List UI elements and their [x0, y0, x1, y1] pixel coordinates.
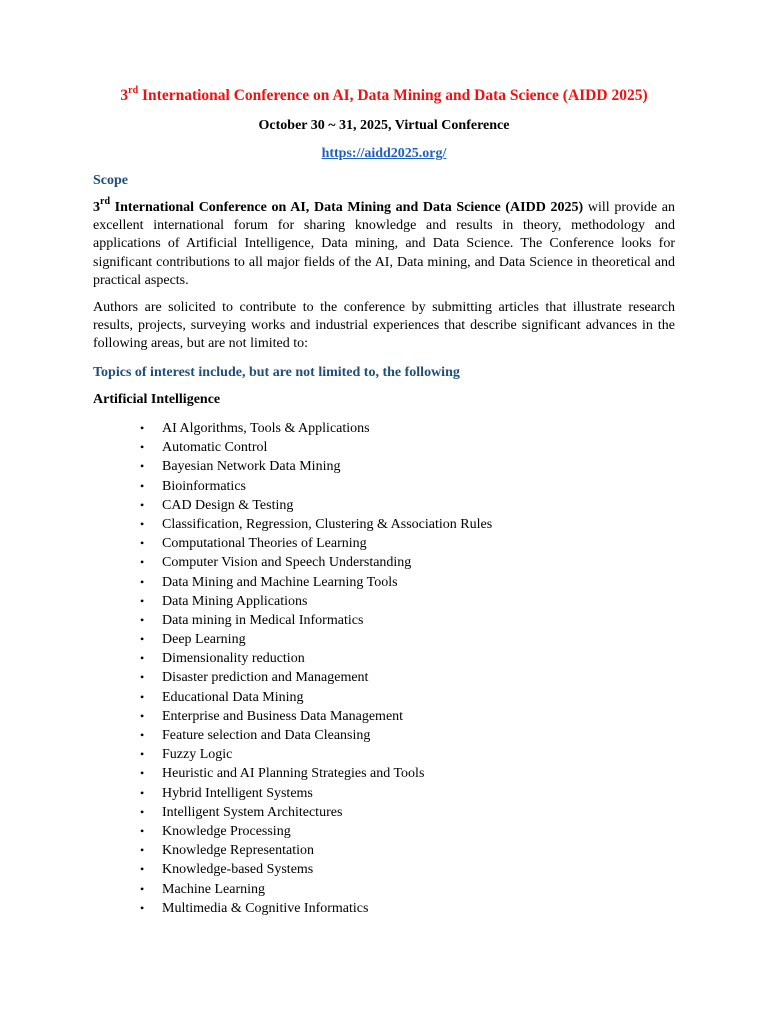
- scope-lead-ordinal: 3: [93, 200, 100, 215]
- list-item: [0, 611, 492, 630]
- conference-title: [0, 86, 768, 106]
- topic-label: Bioinformatics: [162, 478, 246, 494]
- list-item: [0, 592, 492, 611]
- topic-label: Data mining in Medical Informatics: [162, 612, 364, 628]
- bullet-icon: •: [140, 900, 145, 915]
- list-item: [0, 707, 492, 726]
- list-item: [0, 553, 492, 572]
- topics-heading: Topics of interest include, but are not limited to, the following: [93, 365, 460, 380]
- topic-label: Classification, Regression, Clustering & Association Rules: [162, 516, 493, 532]
- list-item: [0, 899, 492, 918]
- bullet-icon: •: [140, 708, 145, 723]
- bullet-icon: •: [140, 670, 145, 685]
- list-item: [0, 573, 492, 592]
- topic-label: Knowledge-based Systems: [162, 862, 314, 878]
- scope-paragraph: [93, 196, 675, 290]
- conference-dates: October 30 ~ 31, 2025, Virtual Conference: [258, 118, 510, 133]
- topic-label: Educational Data Mining: [162, 689, 304, 705]
- title-text: International Conference on AI, Data Mining and Data Science (AIDD 2025): [138, 87, 648, 104]
- topic-label: CAD Design & Testing: [162, 497, 294, 513]
- bullet-icon: •: [140, 747, 145, 762]
- list-item: [0, 534, 492, 553]
- topic-label: Heuristic and AI Planning Strategies and Tools: [162, 766, 425, 782]
- list-item: [0, 841, 492, 860]
- topic-label: Hybrid Intelligent Systems: [162, 785, 313, 801]
- bullet-icon: •: [140, 536, 145, 551]
- topic-label: Computational Theories of Learning: [162, 536, 367, 552]
- title-ordinal: 3: [120, 87, 129, 104]
- list-item: [0, 726, 492, 745]
- topic-list: [0, 419, 492, 918]
- bullet-icon: •: [140, 651, 145, 666]
- bullet-icon: •: [140, 632, 145, 647]
- topic-label: Knowledge Representation: [162, 843, 315, 859]
- bullet-icon: •: [140, 555, 145, 570]
- topic-label: Fuzzy Logic: [162, 747, 233, 763]
- list-item: [0, 649, 492, 668]
- topic-label: Computer Vision and Speech Understanding: [162, 555, 412, 571]
- bullet-icon: •: [140, 804, 145, 819]
- category-heading: Artificial Intelligence: [93, 392, 221, 407]
- topic-label: Machine Learning: [162, 881, 266, 897]
- bullet-icon: •: [140, 593, 145, 608]
- list-item: [0, 803, 492, 822]
- bullet-icon: •: [140, 421, 145, 435]
- list-item: [0, 419, 492, 438]
- bullet-icon: •: [140, 689, 145, 704]
- list-item: [0, 668, 492, 687]
- topic-label: Knowledge Processing: [162, 823, 291, 839]
- bullet-icon: •: [140, 574, 145, 589]
- list-item: [0, 688, 492, 707]
- scope-body: will provide an excellent international forum for sharing knowledge and results in theory, methodology and applications of Artificial Intelligence, Data mining, and Data Science. The Conference looks for significant contributions to all major fields of the AI, Data mining, and Data Science in theoretical and practical aspects.: [93, 200, 675, 288]
- bullet-icon: •: [140, 516, 145, 531]
- topic-label: Feature selection and Data Cleansing: [162, 728, 371, 743]
- list-item: [0, 880, 492, 899]
- topic-label: Bayesian Network Data Mining: [162, 459, 341, 475]
- scope-heading: Scope: [93, 173, 128, 188]
- topic-label: Enterprise and Business Data Management: [162, 708, 404, 724]
- scope-lead-text: International Conference on AI, Data Mining and Data Science (AIDD 2025): [110, 200, 584, 215]
- list-item: [0, 822, 492, 841]
- scope-lead-ordinal-suffix: rd: [100, 196, 110, 208]
- topic-label: AI Algorithms, Tools & Applications: [162, 421, 370, 436]
- list-item: [0, 457, 492, 476]
- bullet-icon: •: [140, 478, 145, 493]
- bullet-icon: •: [140, 497, 145, 512]
- topic-label: Data Mining and Machine Learning Tools: [162, 574, 398, 590]
- list-item: [0, 764, 492, 783]
- bullet-icon: •: [140, 843, 145, 858]
- list-item: [0, 477, 492, 496]
- topic-label: Intelligent System Architectures: [162, 804, 343, 820]
- list-item: [0, 515, 492, 534]
- topic-label: Data Mining Applications: [162, 593, 308, 609]
- topic-label: Automatic Control: [162, 440, 268, 456]
- bullet-icon: •: [140, 612, 145, 627]
- bullet-icon: •: [140, 728, 145, 742]
- list-item: [0, 630, 492, 649]
- topic-label: Dimensionality reduction: [162, 651, 305, 667]
- topic-label: Multimedia & Cognitive Informatics: [162, 900, 369, 916]
- bullet-icon: •: [140, 440, 145, 455]
- title-ordinal-suffix: rd: [128, 84, 139, 96]
- list-item: [0, 745, 492, 764]
- bullet-icon: •: [140, 785, 145, 800]
- topic-label: Disaster prediction and Management: [162, 670, 369, 686]
- bullet-icon: •: [140, 823, 145, 838]
- bullet-icon: •: [140, 459, 145, 474]
- bullet-icon: •: [140, 766, 145, 781]
- list-item: [0, 860, 492, 879]
- scope-lead: [93, 196, 584, 215]
- bullet-icon: •: [140, 881, 145, 896]
- conference-link[interactable]: https://aidd2025.org/: [321, 146, 447, 161]
- conference-url: [0, 145, 768, 163]
- list-item: [0, 438, 492, 457]
- authors-paragraph: Authors are solicited to contribute to the conference by submitting articles that illustrate research results, projects, surveying works and industrial experiences that describe significant advances in the following areas, but are not limited to:: [93, 300, 675, 352]
- bullet-icon: •: [140, 862, 145, 877]
- topic-label: Deep Learning: [162, 632, 246, 648]
- list-item: [0, 784, 492, 803]
- list-item: [0, 496, 492, 515]
